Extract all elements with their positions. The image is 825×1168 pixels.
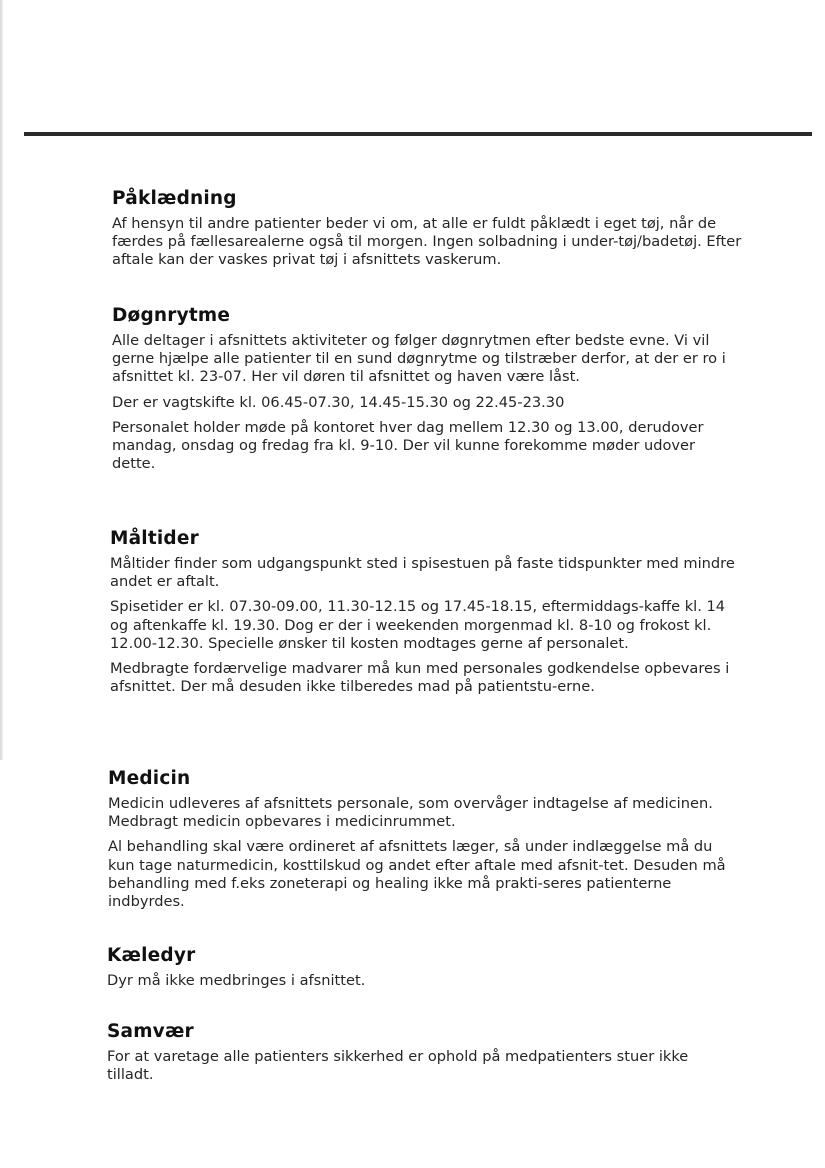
section-paragraph: Af hensyn til andre patienter beder vi om, at alle er fuldt påklædt i eget tøj, når de færdes på fællesarealerne også til morgen. Ingen solbadning i under-tøj/badetøj. Efter aftale kan der vaskes privat tøj i afsnittets vaskerum. [112, 215, 742, 269]
section-heading: Medicin [108, 768, 191, 789]
section-paragraph: Personalet holder møde på kontoret hver dag mellem 12.30 og 13.00, derudover mandag, onsdag og fredag fra kl. 9-10. Der vil kunne forekomme møder udover dette. [112, 418, 704, 473]
section-doegnrytme [112, 304, 742, 480]
section-heading: Påklædning [112, 188, 237, 209]
section-paragraph: Medicin udleveres af afsnittets personale, som overvåger indtagelse af medicinen. Medbragt medicin opbevares i medicinrummet. [108, 795, 713, 831]
section-paragraph: Spisetider er kl. 07.30-09.00, 11.30-12.15 og 17.45-18.15, eftermiddags-kaffe kl. 14 og aftenkaffe kl. 19.30. Dog er der i weekenden morgenmad kl. 8-10 og frokost kl. 12.00-12.30. Specielle ønsker til kosten modtages gerne af personalet. [110, 598, 726, 652]
section-kaeledyr [107, 944, 737, 997]
section-paragraph: Der er vagtskifte kl. 06.45-07.30, 14.45-15.30 og 22.45-23.30 [112, 393, 565, 411]
section-medicin [108, 767, 738, 918]
section-samvaer [107, 1020, 737, 1091]
section-paragraph: Medbragte fordærvelige madvarer må kun med personales godkendelse opbevares i afsnittet. Der må desuden ikke tilberedes mad på patientstu-erne. [110, 660, 730, 696]
section-paaklaedning [112, 187, 742, 277]
section-paragraph: Alle deltager i afsnittets aktiviteter og følger døgnrytmen efter bedste evne. Vi vil gerne hjælpe alle patienter til en sund døgnrytme og tilstræber derfor, at der er ro i afsnittet kl. 23-07. Her vil døren til afsnittet og haven være låst. [112, 332, 726, 386]
section-paragraph: Måltider finder som udgangspunkt sted i spisestuen på faste tidspunkter med mindre andet er aftalt. [110, 555, 735, 591]
section-heading: Døgnrytme [112, 305, 231, 326]
section-paragraph: Dyr må ikke medbringes i afsnittet. [107, 972, 366, 989]
section-heading: Kæledyr [107, 945, 196, 966]
section-heading: Samvær [107, 1021, 194, 1042]
section-maaltider [110, 527, 740, 703]
section-heading: Måltider [110, 528, 199, 549]
top-rule [24, 132, 812, 136]
scan-edge [0, 0, 3, 760]
section-paragraph: Al behandling skal være ordineret af afsnittets læger, så under indlæggelse må du kun tage naturmedicin, kosttilskud og andet efter aftale med afsnit-tet. Desuden må behandling med f.eks zoneterapi og healing ikke må prakti-seres patienterne indbyrdes. [108, 838, 726, 911]
section-paragraph: For at varetage alle patienters sikkerhed er ophold på medpatienters stuer ikke tilladt. [107, 1048, 689, 1084]
